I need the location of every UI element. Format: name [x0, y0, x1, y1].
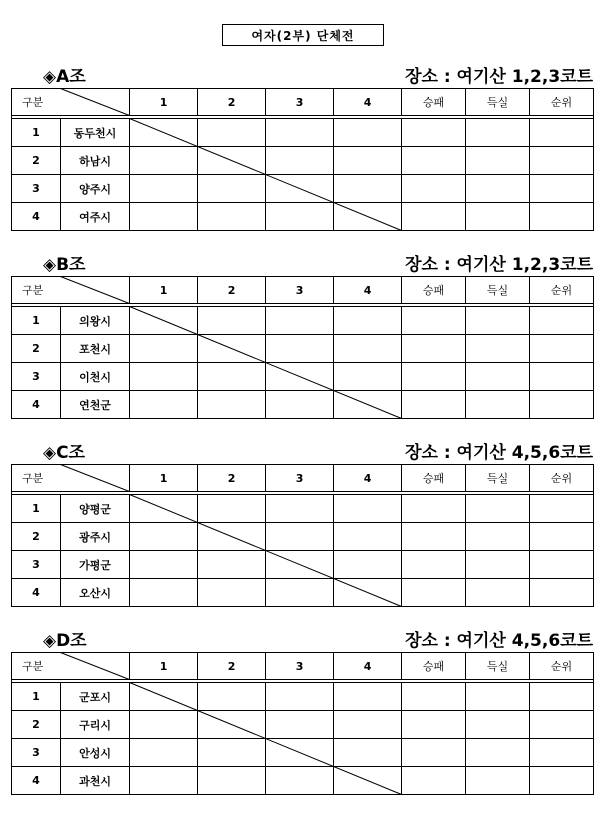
team-name: 이천시	[61, 363, 130, 391]
match-cell	[198, 363, 266, 391]
match-cell	[130, 363, 198, 391]
match-cell	[334, 307, 402, 335]
header-gubun: 구분	[12, 89, 130, 116]
team-row	[12, 147, 594, 175]
team-name: 양주시	[61, 175, 130, 203]
team-number: 4	[12, 203, 61, 231]
team-row	[12, 363, 594, 391]
match-cell	[266, 551, 334, 579]
header-score: 득실	[466, 277, 530, 304]
header-col-1: 1	[130, 277, 198, 304]
match-cell	[198, 203, 266, 231]
team-row	[12, 119, 594, 147]
result-cell	[402, 119, 466, 147]
header-win-loss: 승패	[402, 653, 466, 680]
match-cell	[130, 335, 198, 363]
header-win-loss: 승패	[402, 89, 466, 116]
match-cell	[266, 495, 334, 523]
team-name: 동두천시	[61, 119, 130, 147]
match-cell	[130, 551, 198, 579]
group-header	[11, 60, 593, 88]
team-number: 2	[12, 711, 61, 739]
team-name: 여주시	[61, 203, 130, 231]
match-cell	[198, 523, 266, 551]
result-cell	[402, 147, 466, 175]
header-col-2: 2	[198, 277, 266, 304]
result-cell	[466, 739, 530, 767]
match-cell	[130, 175, 198, 203]
match-cell	[334, 119, 402, 147]
match-cell	[130, 767, 198, 795]
result-cell	[530, 175, 594, 203]
result-cell	[402, 307, 466, 335]
header-rank: 순위	[530, 653, 594, 680]
header-rank: 순위	[530, 277, 594, 304]
group-table	[11, 652, 594, 795]
match-cell	[130, 119, 198, 147]
team-number: 2	[12, 523, 61, 551]
result-cell	[466, 683, 530, 711]
result-cell	[466, 335, 530, 363]
match-cell	[266, 739, 334, 767]
result-cell	[402, 523, 466, 551]
match-cell	[334, 363, 402, 391]
match-cell	[334, 147, 402, 175]
team-row	[12, 203, 594, 231]
group-name: ◈B조	[43, 255, 86, 275]
result-cell	[466, 711, 530, 739]
result-cell	[530, 307, 594, 335]
header-score: 득실	[466, 653, 530, 680]
result-cell	[530, 119, 594, 147]
match-cell	[198, 711, 266, 739]
team-name: 안성시	[61, 739, 130, 767]
result-cell	[402, 711, 466, 739]
team-number: 3	[12, 739, 61, 767]
result-cell	[402, 551, 466, 579]
result-cell	[402, 335, 466, 363]
match-cell	[334, 739, 402, 767]
match-cell	[198, 175, 266, 203]
match-cell	[334, 175, 402, 203]
team-number: 4	[12, 579, 61, 607]
match-cell	[130, 147, 198, 175]
team-name: 오산시	[61, 579, 130, 607]
team-row	[12, 307, 594, 335]
header-gubun: 구분	[12, 465, 130, 492]
team-row	[12, 711, 594, 739]
result-cell	[530, 363, 594, 391]
header-col-1: 1	[130, 653, 198, 680]
match-cell	[266, 363, 334, 391]
team-number: 3	[12, 363, 61, 391]
match-cell	[198, 739, 266, 767]
match-cell	[266, 683, 334, 711]
header-score: 득실	[466, 465, 530, 492]
team-name: 과천시	[61, 767, 130, 795]
match-cell	[266, 767, 334, 795]
team-row	[12, 551, 594, 579]
match-cell	[266, 175, 334, 203]
group-header	[11, 248, 593, 276]
match-cell	[266, 523, 334, 551]
result-cell	[466, 391, 530, 419]
match-cell	[266, 307, 334, 335]
result-cell	[402, 175, 466, 203]
header-col-1: 1	[130, 465, 198, 492]
team-number: 4	[12, 767, 61, 795]
group-venue: 장소 : 여기산 1,2,3코트	[405, 255, 593, 275]
result-cell	[402, 203, 466, 231]
match-cell	[130, 579, 198, 607]
team-row	[12, 739, 594, 767]
match-cell	[130, 495, 198, 523]
header-col-2: 2	[198, 653, 266, 680]
result-cell	[530, 711, 594, 739]
result-cell	[466, 307, 530, 335]
group-a	[11, 60, 593, 231]
match-cell	[266, 119, 334, 147]
group-name: ◈D조	[43, 631, 87, 651]
header-col-4: 4	[334, 465, 402, 492]
header-gubun: 구분	[12, 653, 130, 680]
match-cell	[334, 579, 402, 607]
match-cell	[130, 683, 198, 711]
result-cell	[402, 579, 466, 607]
page-title: 여자(2부) 단체전	[222, 24, 384, 46]
header-col-4: 4	[334, 653, 402, 680]
match-cell	[198, 119, 266, 147]
result-cell	[466, 175, 530, 203]
group-b	[11, 248, 593, 419]
header-row	[12, 277, 594, 304]
header-score: 득실	[466, 89, 530, 116]
team-name: 구리시	[61, 711, 130, 739]
header-col-1: 1	[130, 89, 198, 116]
team-number: 3	[12, 175, 61, 203]
group-name: ◈A조	[43, 67, 86, 87]
team-row	[12, 175, 594, 203]
team-name: 의왕시	[61, 307, 130, 335]
team-number: 2	[12, 147, 61, 175]
match-cell	[198, 335, 266, 363]
result-cell	[530, 391, 594, 419]
match-cell	[334, 551, 402, 579]
group-d	[11, 624, 593, 795]
group-table	[11, 464, 594, 607]
match-cell	[334, 495, 402, 523]
header-col-4: 4	[334, 277, 402, 304]
team-row	[12, 391, 594, 419]
header-row	[12, 465, 594, 492]
team-row	[12, 683, 594, 711]
group-header	[11, 436, 593, 464]
header-rank: 순위	[530, 465, 594, 492]
match-cell	[266, 579, 334, 607]
match-cell	[334, 683, 402, 711]
team-row	[12, 495, 594, 523]
header-row	[12, 89, 594, 116]
match-cell	[198, 551, 266, 579]
match-cell	[334, 523, 402, 551]
group-venue: 장소 : 여기산 1,2,3코트	[405, 67, 593, 87]
result-cell	[402, 683, 466, 711]
match-cell	[198, 391, 266, 419]
result-cell	[402, 391, 466, 419]
team-number: 2	[12, 335, 61, 363]
team-row	[12, 767, 594, 795]
match-cell	[198, 767, 266, 795]
match-cell	[130, 203, 198, 231]
group-table	[11, 276, 594, 419]
team-name: 가평군	[61, 551, 130, 579]
match-cell	[334, 767, 402, 795]
team-number: 1	[12, 683, 61, 711]
result-cell	[530, 495, 594, 523]
result-cell	[530, 579, 594, 607]
match-cell	[130, 307, 198, 335]
group-table	[11, 88, 594, 231]
match-cell	[334, 203, 402, 231]
team-number: 3	[12, 551, 61, 579]
header-rank: 순위	[530, 89, 594, 116]
header-col-4: 4	[334, 89, 402, 116]
team-name: 광주시	[61, 523, 130, 551]
match-cell	[130, 739, 198, 767]
result-cell	[466, 495, 530, 523]
match-cell	[266, 147, 334, 175]
match-cell	[266, 203, 334, 231]
team-row	[12, 523, 594, 551]
result-cell	[466, 767, 530, 795]
team-name: 군포시	[61, 683, 130, 711]
group-header	[11, 624, 593, 652]
match-cell	[334, 711, 402, 739]
header-col-2: 2	[198, 465, 266, 492]
match-cell	[130, 711, 198, 739]
match-cell	[334, 335, 402, 363]
match-cell	[198, 683, 266, 711]
result-cell	[530, 147, 594, 175]
result-cell	[402, 739, 466, 767]
result-cell	[530, 683, 594, 711]
match-cell	[198, 307, 266, 335]
team-row	[12, 579, 594, 607]
result-cell	[530, 335, 594, 363]
result-cell	[530, 767, 594, 795]
team-name: 양평군	[61, 495, 130, 523]
match-cell	[266, 711, 334, 739]
result-cell	[466, 119, 530, 147]
header-col-3: 3	[266, 89, 334, 116]
match-cell	[198, 147, 266, 175]
result-cell	[466, 203, 530, 231]
team-name: 연천군	[61, 391, 130, 419]
match-cell	[198, 579, 266, 607]
result-cell	[466, 551, 530, 579]
header-col-2: 2	[198, 89, 266, 116]
match-cell	[266, 391, 334, 419]
result-cell	[466, 523, 530, 551]
result-cell	[466, 147, 530, 175]
match-cell	[266, 335, 334, 363]
header-row	[12, 653, 594, 680]
team-number: 1	[12, 119, 61, 147]
group-venue: 장소 : 여기산 4,5,6코트	[405, 443, 593, 463]
header-col-3: 3	[266, 653, 334, 680]
group-venue: 장소 : 여기산 4,5,6코트	[405, 631, 593, 651]
team-number: 4	[12, 391, 61, 419]
result-cell	[402, 363, 466, 391]
result-cell	[530, 551, 594, 579]
header-win-loss: 승패	[402, 277, 466, 304]
group-c	[11, 436, 593, 607]
match-cell	[334, 391, 402, 419]
team-number: 1	[12, 307, 61, 335]
header-win-loss: 승패	[402, 465, 466, 492]
match-cell	[130, 523, 198, 551]
result-cell	[466, 363, 530, 391]
team-name: 하남시	[61, 147, 130, 175]
result-cell	[530, 523, 594, 551]
match-cell	[130, 391, 198, 419]
result-cell	[402, 495, 466, 523]
header-gubun: 구분	[12, 277, 130, 304]
team-name: 포천시	[61, 335, 130, 363]
group-name: ◈C조	[43, 443, 85, 463]
result-cell	[530, 203, 594, 231]
result-cell	[466, 579, 530, 607]
result-cell	[530, 739, 594, 767]
header-col-3: 3	[266, 277, 334, 304]
match-cell	[198, 495, 266, 523]
header-col-3: 3	[266, 465, 334, 492]
team-number: 1	[12, 495, 61, 523]
team-row	[12, 335, 594, 363]
result-cell	[402, 767, 466, 795]
